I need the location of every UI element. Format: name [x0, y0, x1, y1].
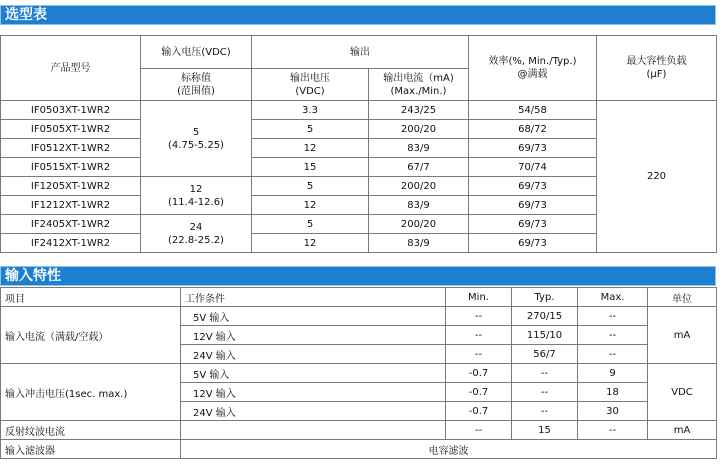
table-header-row: [1, 288, 717, 307]
efficiency-cell: 69/73: [469, 139, 597, 158]
section-title-input: 输入特性: [0, 266, 716, 286]
typ-cell: 270/15: [512, 307, 578, 326]
min-cell: -0.7: [446, 402, 512, 421]
max-cell: --: [578, 326, 648, 345]
efficiency-cell: 69/73: [469, 215, 597, 234]
min-cell: -0.7: [446, 383, 512, 402]
iout-cell: 83/9: [369, 196, 469, 215]
vout-cell: 5: [252, 120, 369, 139]
header-input-voltage: 输入电压(VDC): [141, 36, 252, 69]
input-current-label: 输入电流（满载/空载）: [1, 307, 181, 364]
typ-cell: --: [512, 402, 578, 421]
header-typ: Typ.: [512, 288, 578, 307]
section-title-selection: 选型表: [0, 5, 716, 25]
max-cell: --: [578, 307, 648, 326]
model-cell: IF1205XT-1WR2: [1, 177, 141, 196]
model-cell: IF0503XT-1WR2: [1, 101, 141, 120]
iout-cell: 200/20: [369, 177, 469, 196]
max-cell: 30: [578, 402, 648, 421]
vin-group-12: 12 (11.4-12.6): [141, 177, 252, 215]
table-row: [1, 307, 717, 326]
min-cell: --: [446, 421, 512, 440]
header-max-capacitive-load: 最大容性负载 (μF): [597, 36, 717, 101]
efficiency-cell: 69/73: [469, 196, 597, 215]
efficiency-cell: 69/73: [469, 177, 597, 196]
condition-cell: [181, 421, 446, 440]
header-condition: 工作条件: [181, 288, 446, 307]
model-cell: IF2405XT-1WR2: [1, 215, 141, 234]
iout-cell: 243/25: [369, 101, 469, 120]
header-output: 输出: [252, 36, 469, 69]
input-characteristics-table: [0, 287, 717, 459]
condition-cell: 5V 输入: [181, 364, 446, 383]
model-cell: IF0505XT-1WR2: [1, 120, 141, 139]
surge-voltage-label: 输入冲击电压(1sec. max.): [1, 364, 181, 421]
vin-group-5: 5 (4.75-5.25): [141, 101, 252, 177]
header-nominal: 标称值 (范围值): [141, 69, 252, 101]
header-min: Min.: [446, 288, 512, 307]
model-cell: IF0515XT-1WR2: [1, 158, 141, 177]
condition-cell: 24V 输入: [181, 402, 446, 421]
condition-cell: 12V 输入: [181, 326, 446, 345]
min-cell: --: [446, 307, 512, 326]
typ-cell: 115/10: [512, 326, 578, 345]
vout-cell: 5: [252, 177, 369, 196]
vout-cell: 3.3: [252, 101, 369, 120]
condition-cell: 5V 输入: [181, 307, 446, 326]
header-output-current: 输出电流（mA) (Max./Min.): [369, 69, 469, 101]
typ-cell: 15: [512, 421, 578, 440]
model-cell: IF1212XT-1WR2: [1, 196, 141, 215]
typ-cell: --: [512, 383, 578, 402]
efficiency-cell: 70/74: [469, 158, 597, 177]
efficiency-cell: 54/58: [469, 101, 597, 120]
vout-cell: 12: [252, 139, 369, 158]
vout-cell: 5: [252, 215, 369, 234]
unit-cell: VDC: [648, 364, 717, 421]
condition-cell: 12V 输入: [181, 383, 446, 402]
max-cell: 18: [578, 383, 648, 402]
table-row: [1, 364, 717, 383]
min-cell: -0.7: [446, 364, 512, 383]
typ-cell: --: [512, 364, 578, 383]
header-item: 项目: [1, 288, 181, 307]
table-row: [1, 421, 717, 440]
iout-cell: 83/9: [369, 139, 469, 158]
iout-cell: 200/20: [369, 120, 469, 139]
selection-table: [0, 35, 717, 253]
header-model: 产品型号: [1, 36, 141, 101]
vout-cell: 12: [252, 196, 369, 215]
min-cell: --: [446, 345, 512, 364]
min-cell: --: [446, 326, 512, 345]
vout-cell: 15: [252, 158, 369, 177]
iout-cell: 200/20: [369, 215, 469, 234]
vout-cell: 12: [252, 234, 369, 253]
header-output-voltage: 输出电压 (VDC): [252, 69, 369, 101]
unit-cell: mA: [648, 421, 717, 440]
model-cell: IF0512XT-1WR2: [1, 139, 141, 158]
input-filter-value: 电容滤波: [181, 440, 717, 459]
ripple-current-label: 反射纹波电流: [1, 421, 181, 440]
input-filter-label: 输入滤波器: [1, 440, 181, 459]
condition-cell: 24V 输入: [181, 345, 446, 364]
model-cell: IF2412XT-1WR2: [1, 234, 141, 253]
efficiency-cell: 68/72: [469, 120, 597, 139]
table-row: [1, 101, 717, 120]
header-efficiency: 效率(%, Min./Typ.) @满载: [469, 36, 597, 101]
vin-group-24: 24 (22.8-25.2): [141, 215, 252, 253]
table-row: [1, 440, 717, 459]
header-unit: 单位: [648, 288, 717, 307]
max-cell: --: [578, 345, 648, 364]
max-cell: 9: [578, 364, 648, 383]
unit-cell: mA: [648, 307, 717, 364]
iout-cell: 67/7: [369, 158, 469, 177]
max-cell: --: [578, 421, 648, 440]
efficiency-cell: 69/73: [469, 234, 597, 253]
max-cap-cell: 220: [597, 101, 717, 253]
typ-cell: 56/7: [512, 345, 578, 364]
iout-cell: 83/9: [369, 234, 469, 253]
header-max: Max.: [578, 288, 648, 307]
